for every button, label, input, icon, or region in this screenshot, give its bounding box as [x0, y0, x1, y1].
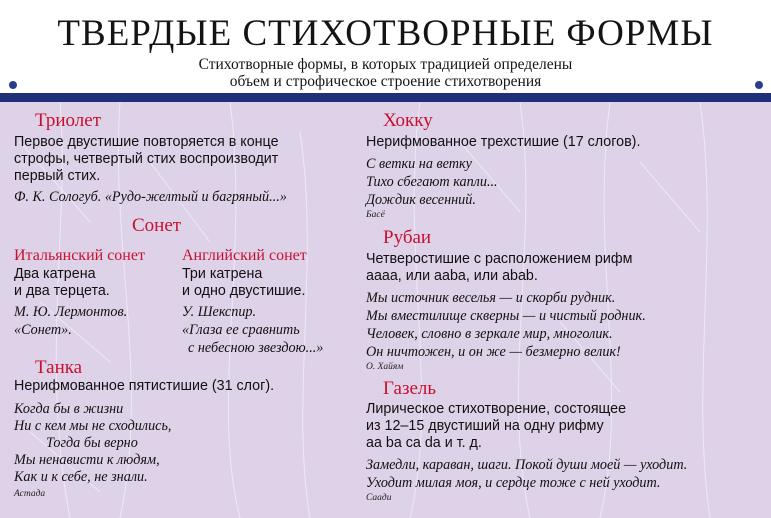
subtitle-line: Стихотворные формы, в которых традицией определены [198, 56, 573, 73]
italian-sonnet-heading: Итальянский сонет [14, 247, 145, 264]
subtitle-line: объем и строфическое строение стихотворения [229, 73, 542, 90]
pin-icon [8, 80, 18, 90]
ghazal-verse-line: Уходит милая моя, и сердце тоже с ней уходит. [366, 475, 661, 491]
tanka-desc: Нерифмованное пятистишие (31 слог). [14, 378, 275, 394]
rubai-desc-line: Четверостишие с расположением рифм [366, 251, 633, 267]
ghazal-heading: Газель [383, 378, 437, 399]
ghazal-desc-line: аа bа cа dа и т. д. [366, 435, 482, 451]
hokku-author: Басё [366, 210, 385, 220]
rubai-desc-line: аааа, или ааbа, или abab. [366, 268, 538, 284]
english-sonnet-example-line: «Глаза ее сравнить [182, 322, 300, 338]
english-sonnet-desc-line: Три катрена [182, 266, 263, 282]
english-sonnet-heading: Английский сонет [182, 247, 307, 264]
tanka-verse-line: Как и к себе, не знали. [14, 469, 148, 485]
rubai-verse-line: Мы вместилище скверны — и чистый родник. [366, 308, 646, 324]
tanka-verse-line: Мы ненависти к людям, [14, 452, 160, 468]
hokku-verse-line: Тихо сбегают капли... [366, 174, 498, 190]
triolet-desc-line: строфы, четвертый стих воспроизводит [14, 151, 279, 167]
header-band [0, 93, 771, 102]
tanka-heading: Танка [35, 357, 83, 378]
ghazal-desc-line: из 12–15 двустиший на одну рифму [366, 418, 604, 434]
content-panel [0, 102, 771, 518]
english-sonnet-desc-line: и одно двустишие. [182, 283, 306, 299]
page-title: ТВЕРДЫЕ СТИХОТВОРНЫЕ ФОРМЫ [57, 13, 714, 54]
hokku-verse-line: С ветки на ветку [366, 156, 472, 172]
triolet-heading: Триолет [35, 110, 102, 131]
rubai-verse-line: Человек, словно в зеркале мир, многолик. [366, 326, 613, 342]
ghazal-author: Саади [366, 493, 392, 503]
hokku-heading: Хокку [383, 110, 433, 131]
english-sonnet-example-line: с небесною звездою...» [188, 340, 324, 356]
rubai-verse-line: Мы источник веселья — и скорби рудник. [366, 290, 616, 306]
italian-sonnet-example-line: М. Ю. Лермонтов. [14, 304, 128, 320]
ghazal-desc-line: Лирическое стихотворение, состоящее [366, 401, 627, 417]
tanka-verse-line: Когда бы в жизни [14, 401, 124, 417]
rubai-heading: Рубаи [383, 227, 432, 248]
italian-sonnet-desc-line: Два катрена [14, 266, 96, 282]
italian-sonnet-desc-line: и два терцета. [14, 283, 110, 299]
page-subtitle [0, 56, 771, 90]
hokku-desc: Нерифмованное трехстишие (17 слогов). [366, 134, 641, 150]
sonnet-heading: Сонет [132, 215, 182, 236]
italian-sonnet-example-line: «Сонет». [14, 322, 72, 338]
rubai-author: О. Хайям [366, 362, 404, 372]
english-sonnet-example-line: У. Шекспир. [182, 304, 257, 320]
triolet-desc-line: первый стих. [14, 168, 101, 184]
tanka-author: Астада [14, 489, 46, 499]
tanka-verse-line: Тогда бы верно [46, 435, 138, 451]
tanka-verse-line: Ни с кем мы не сходились, [14, 418, 172, 434]
pin-icon [754, 80, 764, 90]
hokku-verse-line: Дождик весенний. [366, 192, 476, 208]
ghazal-verse-line: Замедли, караван, шаги. Покой души моей — уходит. [366, 457, 688, 473]
triolet-desc-line: Первое двустишие повторяется в конце [14, 134, 279, 150]
header [0, 0, 771, 93]
rubai-verse-line: Он ничтожен, и он же — безмерно велик! [366, 344, 621, 360]
triolet-example: Ф. К. Сологуб. «Рудо-желтый и багряный...» [14, 189, 287, 205]
